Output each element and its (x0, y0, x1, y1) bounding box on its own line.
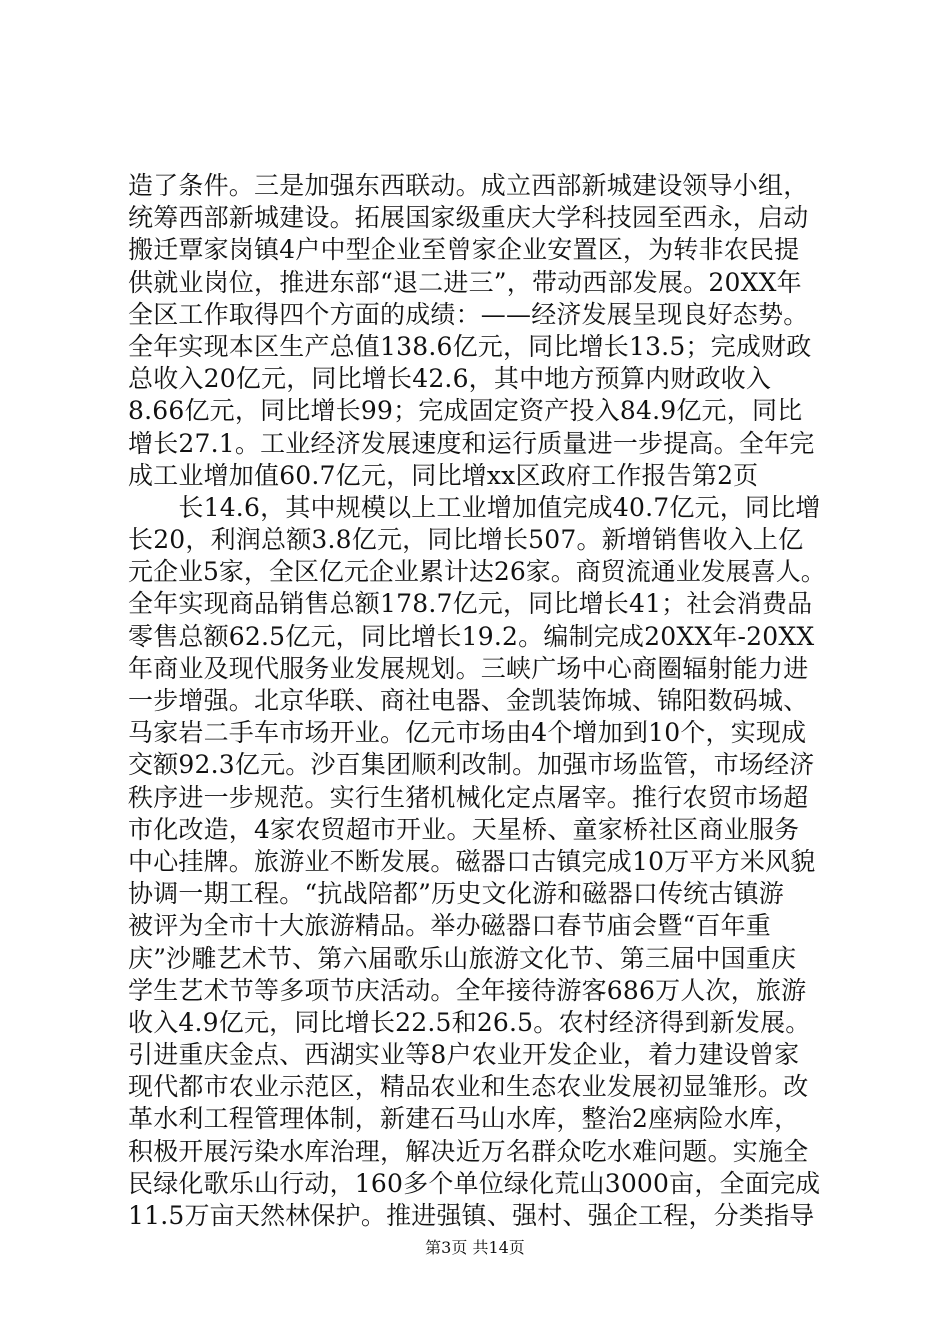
text-line: 交额92.3亿元。沙百集团顺利改制。加强市场监管，市场经济 (128, 750, 815, 780)
text-line: 市化改造，4家农贸超市开业。天星桥、童家桥社区商业服务 (128, 814, 800, 844)
text-line: 全年实现本区生产总值138.6亿元，同比增长13.5；完成财政 (128, 331, 812, 361)
text-line: 长20，利润总额3.8亿元，同比增长507。新增销售收入上亿 (128, 525, 804, 555)
text-line: 造了条件。三是加强东西联动。成立西部新城建设领导小组， (128, 171, 809, 200)
text-line: 全年实现商品销售总额178.7亿元，同比增长41；社会消费品 (128, 589, 813, 619)
text-line: 庆”沙雕艺术节、第六届歌乐山旅游文化节、第三届中国重庆 (128, 943, 797, 973)
body-text (128, 170, 828, 1232)
text-line: 成工业增加值60.7亿元，同比增xx区政府工作报告第2页 (128, 460, 759, 490)
text-line: 积极开展污染水库治理，解决近万名群众吃水难问题。实施全 (128, 1136, 809, 1166)
text-line: 引进重庆金点、西湖实业等8户农业开发企业，着力建设曾家 (128, 1040, 800, 1070)
text-line: 秩序进一步规范。实行生猪机械化定点屠宰。推行农贸市场超 (128, 782, 809, 812)
text-line: 年商业及现代服务业发展规划。三峡广场中心商圈辐射能力进 (128, 653, 809, 683)
text-line: 供就业岗位，推进东部“退二进三”，带动西部发展。20XX年 (128, 267, 802, 297)
text-line: 元企业5家，全区亿元企业累计达26家。商贸流通业发展喜人。 (128, 557, 826, 587)
text-line: 11.5万亩天然林保护。推进强镇、强村、强企工程，分类指导 (128, 1201, 815, 1230)
text-line: 民绿化歌乐山行动，160多个单位绿化荒山3000亩，全面完成 (128, 1168, 821, 1198)
text-line: 长14.6，其中规模以上工业增加值完成40.7亿元，同比增 (128, 492, 821, 522)
text-line: 学生艺术节等多项节庆活动。全年接待游客686万人次，旅游 (128, 975, 807, 1005)
text-line: 总收入20亿元，同比增长42.6，其中地方预算内财政收入 (128, 364, 772, 394)
text-line: 协调一期工程。“抗战陪都”历史文化游和磁器口传统古镇游 (128, 879, 784, 909)
text-line: 一步增强。北京华联、商社电器、金凯装饰城、锦阳数码城、 (128, 686, 809, 715)
text-line: 被评为全市十大旅游精品。举办磁器口春节庙会暨“百年重 (128, 911, 771, 941)
text-line: 零售总额62.5亿元，同比增长19.2。编制完成20XX年-20XX (128, 621, 815, 651)
text-line: 8.66亿元，同比增长99；完成固定资产投入84.9亿元，同比 (128, 396, 803, 426)
text-line: 中心挂牌。旅游业不断发展。磁器口古镇完成10万平方米风貌 (128, 846, 816, 876)
text-line: 统筹西部新城建设。拓展国家级重庆大学科技园至西永，启动 (128, 203, 809, 233)
text-line: 全区工作取得四个方面的成绩：——经济发展呈现良好态势。 (128, 299, 809, 329)
text-line: 搬迁覃家岗镇4户中型企业至曾家企业安置区，为转非农民提 (128, 235, 800, 265)
text-line: 收入4.9亿元，同比增长22.5和26.5。农村经济得到新发展。 (128, 1007, 811, 1037)
text-line: 革水利工程管理体制，新建石马山水库，整治2座病险水库， (128, 1104, 800, 1134)
page-footer: 第3页 共14页 (425, 1238, 525, 1257)
text-line: 增长27.1。工业经济发展速度和运行质量进一步提高。全年完 (128, 428, 815, 458)
text-line: 现代都市农业示范区，精品农业和生态农业发展初显雏形。改 (128, 1072, 809, 1102)
text-line: 马家岩二手车市场开业。亿元市场由4个增加到10个，实现成 (128, 718, 807, 748)
